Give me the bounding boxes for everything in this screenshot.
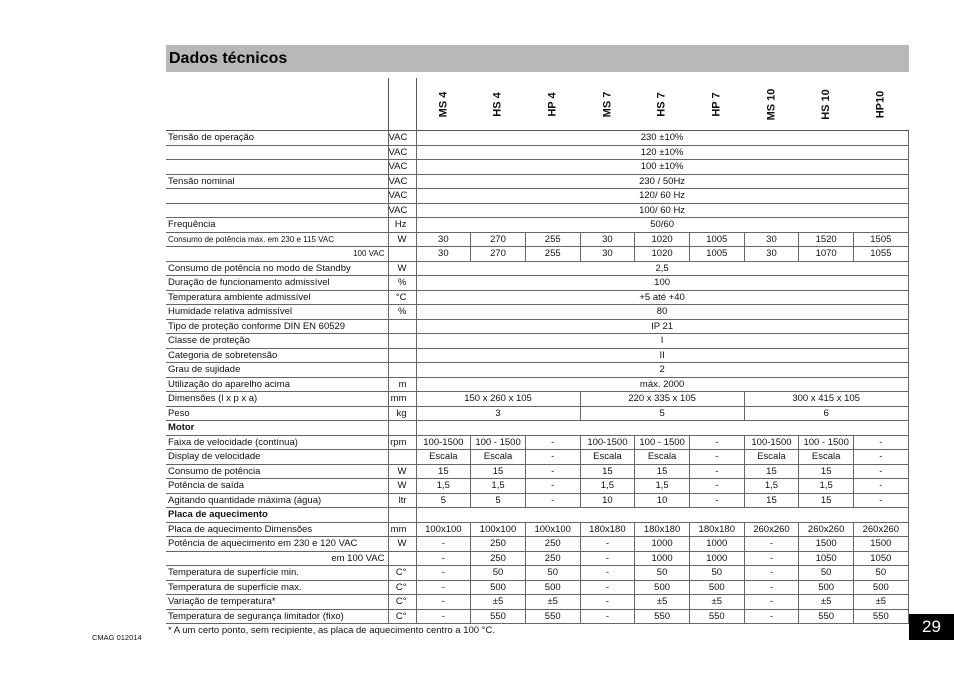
spec-value: 100-1500: [580, 435, 635, 450]
spec-row: [166, 203, 908, 218]
spec-row: [166, 363, 908, 378]
spec-value: 1055: [854, 247, 909, 262]
spec-unit: [388, 421, 416, 436]
spec-value: Escala: [744, 450, 799, 465]
spec-row: [166, 435, 908, 450]
spec-value: -: [525, 479, 580, 494]
spec-unit: VAC: [388, 145, 416, 160]
spec-value: 1505: [854, 232, 909, 247]
page-number: 29: [909, 614, 954, 640]
spec-unit: [388, 450, 416, 465]
spec-unit: Hz: [388, 218, 416, 233]
spec-unit: VAC: [388, 160, 416, 175]
spec-value: ±5: [635, 595, 690, 610]
spec-value: 230 ±10%: [416, 131, 908, 146]
spec-value: 15: [799, 464, 854, 479]
spec-value: Escala: [471, 450, 526, 465]
spec-value: 10: [580, 493, 635, 508]
spec-unit: ltr: [388, 493, 416, 508]
spec-unit: [388, 348, 416, 363]
spec-value: 550: [635, 609, 690, 624]
spec-label: Classe de proteção: [166, 334, 388, 349]
spec-value: 5: [416, 493, 471, 508]
spec-value: 15: [799, 493, 854, 508]
spec-row: [166, 464, 908, 479]
section-title: Dados técnicos: [169, 50, 288, 67]
spec-value: -: [416, 609, 471, 624]
spec-row: [166, 290, 908, 305]
spec-row: [166, 131, 908, 146]
spec-value: 250: [525, 551, 580, 566]
spec-value: 550: [854, 609, 909, 624]
spec-value: 260x260: [854, 522, 909, 537]
spec-label: [166, 203, 388, 218]
spec-row: [166, 508, 908, 523]
spec-value: Escala: [799, 450, 854, 465]
spec-value: 50: [854, 566, 909, 581]
spec-value: 1520: [799, 232, 854, 247]
spec-row: [166, 609, 908, 624]
spec-unit: %: [388, 305, 416, 320]
spec-value: 100x100: [416, 522, 471, 537]
spec-value: 50: [799, 566, 854, 581]
spec-value: 5: [471, 493, 526, 508]
spec-label: Tensão nominal: [166, 174, 388, 189]
footnote: * A um certo ponto, sem recipiente, as placa de aquecimento centro a 100 °C.: [168, 625, 495, 636]
spec-label: Consumo de potência: [166, 464, 388, 479]
spec-value: 15: [416, 464, 471, 479]
spec-value: IP 21: [416, 319, 908, 334]
spec-row: [166, 377, 908, 392]
spec-row: [166, 232, 908, 247]
spec-value: 100 - 1500: [471, 435, 526, 450]
spec-value: 250: [471, 551, 526, 566]
spec-row: [166, 522, 908, 537]
spec-label: [166, 160, 388, 175]
spec-unit: [388, 363, 416, 378]
spec-row: [166, 319, 908, 334]
spec-row: [166, 551, 908, 566]
spec-value: 100 ±10%: [416, 160, 908, 175]
spec-label: Faixa de velocidade (contínua): [166, 435, 388, 450]
spec-label: Potência de aquecimento em 230 e 120 VAC: [166, 537, 388, 552]
spec-value: 15: [744, 464, 799, 479]
spec-value: 1000: [689, 537, 744, 552]
spec-row: [166, 276, 908, 291]
spec-value: 30: [580, 232, 635, 247]
spec-row: [166, 348, 908, 363]
spec-value: 550: [471, 609, 526, 624]
spec-label: Frequência: [166, 218, 388, 233]
spec-value: -: [525, 493, 580, 508]
spec-value: 220 x 335 x 105: [580, 392, 744, 407]
spec-value: 15: [471, 464, 526, 479]
spec-value: 50/60: [416, 218, 908, 233]
spec-unit: VAC: [388, 174, 416, 189]
spec-value: 120 ±10%: [416, 145, 908, 160]
spec-label: Categoria de sobretensão: [166, 348, 388, 363]
spec-row: [166, 479, 908, 494]
spec-value: 2: [416, 363, 908, 378]
spec-value: 1005: [689, 232, 744, 247]
spec-value: 100 - 1500: [635, 435, 690, 450]
spec-unit: VAC: [388, 203, 416, 218]
spec-value: 500: [799, 580, 854, 595]
spec-value: 500: [525, 580, 580, 595]
spec-row: [166, 247, 908, 262]
spec-row: [166, 566, 908, 581]
header-unit-blank: [388, 78, 416, 131]
spec-value: 6: [744, 406, 908, 421]
spec-value: -: [744, 566, 799, 581]
spec-value: -: [854, 479, 909, 494]
spec-label: Utilização do aparelho acima: [166, 377, 388, 392]
spec-row: [166, 537, 908, 552]
spec-label: Potência de saída: [166, 479, 388, 494]
spec-unit: W: [388, 261, 416, 276]
spec-value: 1500: [854, 537, 909, 552]
spec-value: 1,5: [580, 479, 635, 494]
spec-value: 180x180: [580, 522, 635, 537]
spec-value: -: [854, 450, 909, 465]
spec-value: 1020: [635, 247, 690, 262]
model-header: HP 4: [525, 78, 580, 131]
spec-value: -: [416, 566, 471, 581]
spec-unit: mm: [388, 522, 416, 537]
spec-value: 30: [416, 247, 471, 262]
spec-row: [166, 261, 908, 276]
spec-value: 270: [471, 232, 526, 247]
spec-value: -: [525, 464, 580, 479]
spec-value: 1,5: [744, 479, 799, 494]
spec-label: Temperatura de superfície min.: [166, 566, 388, 581]
spec-value: 15: [635, 464, 690, 479]
spec-value: 80: [416, 305, 908, 320]
spec-row: [166, 174, 908, 189]
spec-value: -: [744, 595, 799, 610]
model-header: HS 10: [799, 78, 854, 131]
spec-value: 30: [580, 247, 635, 262]
model-header-row: [166, 78, 908, 131]
spec-label: Placa de aquecimento: [166, 508, 388, 523]
spec-row: [166, 218, 908, 233]
spec-value: 1,5: [635, 479, 690, 494]
spec-value: 2,5: [416, 261, 908, 276]
spec-unit: [388, 334, 416, 349]
spec-label: Display de velocidade: [166, 450, 388, 465]
spec-value: 300 x 415 x 105: [744, 392, 908, 407]
specifications-body: [166, 131, 908, 624]
spec-unit: [388, 247, 416, 262]
spec-value: 1000: [635, 551, 690, 566]
spec-value: 50: [689, 566, 744, 581]
spec-label: Placa de aquecimento Dimensões: [166, 522, 388, 537]
spec-value: Escala: [416, 450, 471, 465]
spec-unit: C°: [388, 595, 416, 610]
spec-value: máx. 2000: [416, 377, 908, 392]
spec-unit: C°: [388, 580, 416, 595]
spec-value: ±5: [471, 595, 526, 610]
spec-value: 1000: [635, 537, 690, 552]
spec-value: 1070: [799, 247, 854, 262]
spec-value: 1,5: [471, 479, 526, 494]
spec-value: 100/ 60 Hz: [416, 203, 908, 218]
spec-row: [166, 595, 908, 610]
spec-empty: [416, 508, 908, 523]
spec-value: II: [416, 348, 908, 363]
spec-value: ±5: [854, 595, 909, 610]
spec-unit: VAC: [388, 131, 416, 146]
spec-value: -: [744, 580, 799, 595]
spec-value: 30: [416, 232, 471, 247]
spec-value: 1500: [799, 537, 854, 552]
spec-value: 255: [525, 247, 580, 262]
model-header: MS 7: [580, 78, 635, 131]
spec-value: 5: [580, 406, 744, 421]
document-number: CMAG 012014: [92, 633, 142, 642]
spec-value: 550: [689, 609, 744, 624]
spec-value: 10: [635, 493, 690, 508]
spec-value: 1,5: [799, 479, 854, 494]
spec-value: 250: [471, 537, 526, 552]
spec-value: 500: [854, 580, 909, 595]
spec-value: +5 até +40: [416, 290, 908, 305]
spec-unit: [388, 551, 416, 566]
spec-unit: W: [388, 537, 416, 552]
spec-empty: [416, 421, 908, 436]
spec-value: 260x260: [799, 522, 854, 537]
model-header: HS 7: [635, 78, 690, 131]
spec-label: Agitando quantidade máxima (água): [166, 493, 388, 508]
spec-row: [166, 160, 908, 175]
spec-label: [166, 145, 388, 160]
spec-unit: m: [388, 377, 416, 392]
spec-value: -: [416, 595, 471, 610]
spec-value: 30: [744, 247, 799, 262]
spec-value: 120/ 60 Hz: [416, 189, 908, 204]
spec-label: Consumo de potência no modo de Standby: [166, 261, 388, 276]
spec-value: 1,5: [416, 479, 471, 494]
spec-value: -: [416, 580, 471, 595]
spec-label: [166, 189, 388, 204]
spec-row: [166, 334, 908, 349]
model-header: HP 7: [689, 78, 744, 131]
spec-value: -: [689, 479, 744, 494]
spec-value: 3: [416, 406, 580, 421]
spec-label: Consumo de potência max. em 230 e 115 VAC: [166, 232, 388, 247]
spec-row: [166, 305, 908, 320]
model-header: MS 10: [744, 78, 799, 131]
spec-value: -: [580, 580, 635, 595]
spec-value: 230 / 50Hz: [416, 174, 908, 189]
spec-label: Motor: [166, 421, 388, 436]
section-header-bar: [166, 45, 909, 72]
spec-value: 270: [471, 247, 526, 262]
spec-value: 100 - 1500: [799, 435, 854, 450]
spec-value: Escala: [580, 450, 635, 465]
spec-label: Temperatura ambiente admissível: [166, 290, 388, 305]
spec-value: -: [580, 537, 635, 552]
spec-row: [166, 406, 908, 421]
spec-unit: W: [388, 464, 416, 479]
spec-value: -: [525, 435, 580, 450]
spec-value: -: [580, 595, 635, 610]
spec-row: [166, 189, 908, 204]
spec-value: -: [580, 551, 635, 566]
specifications-table: [166, 78, 909, 624]
spec-row: [166, 450, 908, 465]
spec-value: 500: [689, 580, 744, 595]
spec-value: ±5: [689, 595, 744, 610]
spec-row: [166, 421, 908, 436]
spec-value: 100x100: [525, 522, 580, 537]
spec-value: 15: [744, 493, 799, 508]
spec-value: 50: [471, 566, 526, 581]
spec-value: 100-1500: [744, 435, 799, 450]
spec-value: 500: [635, 580, 690, 595]
spec-value: 250: [525, 537, 580, 552]
spec-value: -: [580, 566, 635, 581]
spec-value: -: [416, 537, 471, 552]
spec-unit: kg: [388, 406, 416, 421]
spec-unit: mm: [388, 392, 416, 407]
spec-row: [166, 493, 908, 508]
spec-value: -: [854, 435, 909, 450]
spec-value: 1005: [689, 247, 744, 262]
spec-value: -: [525, 450, 580, 465]
spec-value: -: [744, 551, 799, 566]
spec-value: 500: [471, 580, 526, 595]
spec-label: Humidade relativa admissível: [166, 305, 388, 320]
spec-unit: W: [388, 232, 416, 247]
spec-value: 100: [416, 276, 908, 291]
spec-value: I: [416, 334, 908, 349]
spec-row: [166, 145, 908, 160]
spec-unit: W: [388, 479, 416, 494]
spec-label: Peso: [166, 406, 388, 421]
spec-value: 180x180: [689, 522, 744, 537]
spec-label: 100 VAC: [166, 247, 388, 262]
spec-label: Temperatura de superfície max.: [166, 580, 388, 595]
spec-unit: [388, 319, 416, 334]
spec-value: -: [854, 464, 909, 479]
spec-unit: [388, 508, 416, 523]
spec-label: Temperatura de segurança limitador (fixo): [166, 609, 388, 624]
model-header: HS 4: [471, 78, 526, 131]
spec-value: 255: [525, 232, 580, 247]
spec-value: 1050: [799, 551, 854, 566]
spec-value: -: [689, 464, 744, 479]
spec-value: 550: [525, 609, 580, 624]
model-header: HP10: [854, 78, 909, 131]
spec-value: 100-1500: [416, 435, 471, 450]
spec-row: [166, 392, 908, 407]
spec-label: Duração de funcionamento admissível: [166, 276, 388, 291]
spec-value: 50: [635, 566, 690, 581]
spec-value: 30: [744, 232, 799, 247]
spec-unit: C°: [388, 566, 416, 581]
spec-unit: %: [388, 276, 416, 291]
spec-value: Escala: [635, 450, 690, 465]
spec-value: 50: [525, 566, 580, 581]
spec-value: 150 x 260 x 105: [416, 392, 580, 407]
spec-value: 180x180: [635, 522, 690, 537]
spec-value: 100x100: [471, 522, 526, 537]
spec-value: -: [744, 609, 799, 624]
spec-label: Grau de sujidade: [166, 363, 388, 378]
spec-value: ±5: [525, 595, 580, 610]
spec-value: 260x260: [744, 522, 799, 537]
spec-value: 1050: [854, 551, 909, 566]
model-header: MS 4: [416, 78, 471, 131]
spec-label: em 100 VAC: [166, 551, 388, 566]
spec-label: Tensão de operação: [166, 131, 388, 146]
spec-value: -: [689, 435, 744, 450]
spec-value: -: [689, 450, 744, 465]
spec-unit: VAC: [388, 189, 416, 204]
spec-label: Dimensões (l x p x a): [166, 392, 388, 407]
spec-value: 1020: [635, 232, 690, 247]
header-blank: [166, 78, 388, 131]
spec-label: Tipo de proteção conforme DIN EN 60529: [166, 319, 388, 334]
spec-value: -: [744, 537, 799, 552]
spec-row: [166, 580, 908, 595]
spec-label: Variação de temperatura*: [166, 595, 388, 610]
spec-value: -: [854, 493, 909, 508]
spec-value: 550: [799, 609, 854, 624]
spec-unit: rpm: [388, 435, 416, 450]
spec-value: ±5: [799, 595, 854, 610]
spec-unit: C°: [388, 609, 416, 624]
spec-value: -: [689, 493, 744, 508]
spec-value: 1000: [689, 551, 744, 566]
spec-value: -: [416, 551, 471, 566]
spec-value: -: [580, 609, 635, 624]
spec-unit: °C: [388, 290, 416, 305]
spec-value: 15: [580, 464, 635, 479]
